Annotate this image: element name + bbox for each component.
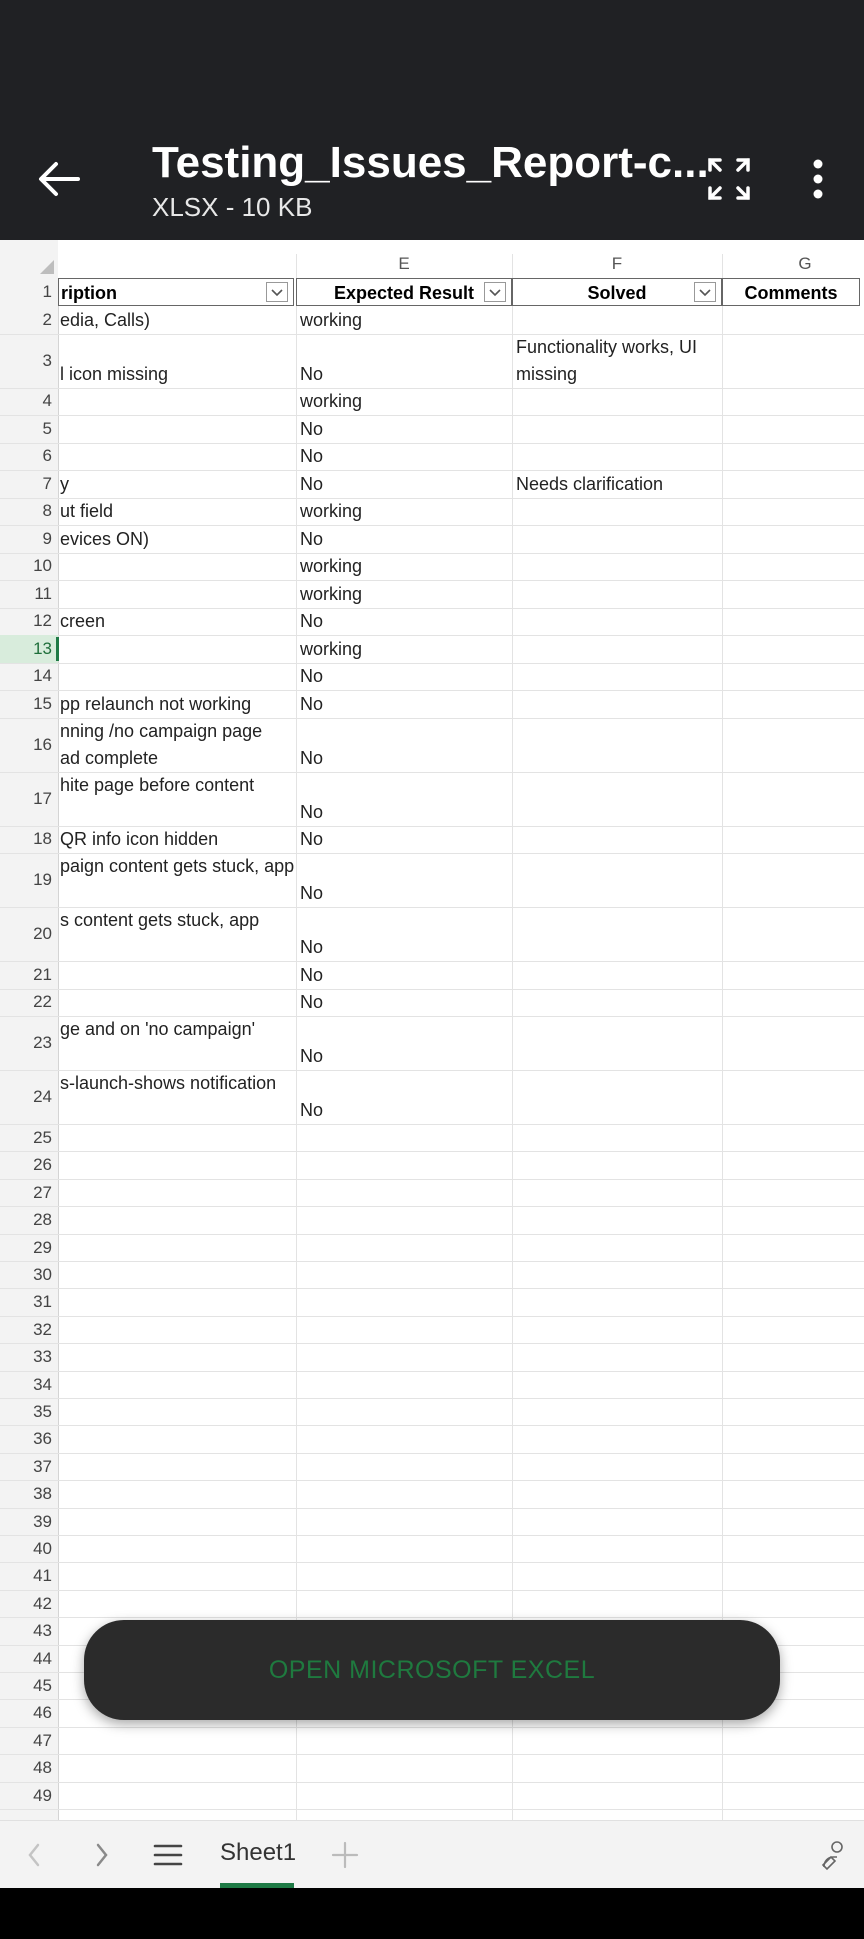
row-divider bbox=[0, 388, 864, 389]
row-number[interactable]: 24 bbox=[33, 1087, 52, 1106]
row-number[interactable]: 1 bbox=[42, 282, 52, 301]
row-number[interactable]: 17 bbox=[33, 788, 52, 808]
row-divider bbox=[0, 663, 864, 664]
row-number[interactable]: 22 bbox=[33, 992, 52, 1012]
row-number[interactable]: 18 bbox=[33, 829, 52, 849]
cell-expected-result[interactable]: No bbox=[300, 747, 324, 768]
row-number[interactable]: 4 bbox=[42, 391, 52, 411]
column-header-e[interactable]: E bbox=[398, 254, 410, 273]
filter-dropdown-icon[interactable] bbox=[266, 282, 288, 302]
row-divider bbox=[0, 1070, 864, 1071]
cell-expected-result[interactable]: No bbox=[300, 992, 324, 1012]
row-number[interactable]: 23 bbox=[33, 1033, 52, 1052]
row-divider bbox=[0, 580, 864, 581]
column-divider bbox=[722, 254, 723, 1820]
row-number[interactable]: 30 bbox=[33, 1265, 52, 1284]
cell-description[interactable]: nning /no campaign page bbox=[60, 720, 263, 741]
row-number[interactable]: 47 bbox=[33, 1730, 52, 1750]
feedback-icon[interactable] bbox=[818, 1835, 848, 1875]
cell-expected-result[interactable]: No bbox=[300, 528, 324, 549]
cell-description[interactable]: ge and on 'no campaign' bbox=[60, 1019, 256, 1039]
row-number[interactable]: 41 bbox=[33, 1566, 52, 1586]
cell-expected-result[interactable]: working bbox=[300, 583, 363, 604]
row-divider bbox=[0, 1782, 864, 1783]
row-number[interactable]: 20 bbox=[33, 924, 52, 943]
cell-description[interactable]: creen bbox=[60, 611, 106, 631]
cell-expected-result[interactable]: No bbox=[300, 363, 324, 384]
cell-description[interactable]: s content gets stuck, app bbox=[60, 910, 260, 930]
active-cell-cursor bbox=[56, 637, 59, 661]
row-divider bbox=[0, 1234, 864, 1235]
row-number[interactable]: 5 bbox=[42, 418, 52, 438]
app-bar bbox=[0, 118, 864, 240]
cell-description[interactable]: y bbox=[60, 473, 69, 494]
row-divider bbox=[0, 826, 864, 827]
header-cell-description[interactable]: ription bbox=[58, 278, 294, 306]
row-divider bbox=[0, 961, 864, 962]
cell-expected-result[interactable]: No bbox=[300, 801, 324, 822]
row-number[interactable]: 3 bbox=[42, 350, 52, 370]
document-subtitle: XLSX - 10 KB bbox=[152, 192, 313, 222]
row-divider bbox=[0, 415, 864, 416]
system-navigation-bar bbox=[0, 1888, 864, 1939]
column-header-f[interactable]: F bbox=[611, 254, 623, 273]
row-number[interactable]: 31 bbox=[33, 1292, 52, 1312]
tab-sheet1[interactable] bbox=[220, 1821, 297, 1889]
cell-expected-result[interactable]: No bbox=[300, 473, 324, 494]
row-divider bbox=[0, 1535, 864, 1536]
row-divider bbox=[0, 1016, 864, 1017]
row-number[interactable]: 7 bbox=[42, 473, 52, 493]
column-divider bbox=[512, 254, 513, 1820]
cell-expected-result[interactable]: No bbox=[300, 666, 324, 686]
cell-expected-result[interactable]: No bbox=[300, 418, 324, 439]
row-number[interactable]: 49 bbox=[33, 1785, 52, 1805]
cell-solved[interactable]: Needs clarification bbox=[516, 473, 664, 494]
row-divider bbox=[0, 1480, 864, 1481]
cell-description[interactable]: pp relaunch not working bbox=[60, 693, 252, 714]
row-number[interactable]: 36 bbox=[33, 1429, 52, 1449]
row-number[interactable]: 42 bbox=[33, 1593, 52, 1613]
row-divider bbox=[0, 718, 864, 719]
row-number[interactable]: 16 bbox=[33, 734, 52, 754]
open-excel-button[interactable] bbox=[84, 1620, 780, 1720]
select-all-corner[interactable] bbox=[0, 240, 58, 278]
cell-description[interactable]: evices ON) bbox=[60, 528, 150, 549]
row-number[interactable]: 12 bbox=[33, 611, 52, 631]
fullscreen-icon[interactable] bbox=[706, 156, 752, 202]
row-number[interactable]: 2 bbox=[42, 309, 52, 329]
row-number[interactable]: 32 bbox=[33, 1319, 52, 1339]
row-number[interactable]: 15 bbox=[33, 693, 52, 713]
cell-description[interactable]: paign content gets stuck, app bbox=[60, 856, 295, 876]
cell-description[interactable]: edia, Calls) bbox=[60, 309, 151, 330]
row-divider bbox=[0, 1398, 864, 1399]
row-divider bbox=[0, 498, 864, 499]
spreadsheet-grid[interactable] bbox=[0, 240, 864, 1820]
cell-description[interactable]: hite page before content bbox=[60, 774, 255, 795]
plus-icon[interactable] bbox=[330, 1835, 360, 1875]
row-divider bbox=[0, 907, 864, 908]
row-divider bbox=[0, 772, 864, 773]
row-number[interactable]: 38 bbox=[33, 1484, 52, 1504]
chevron-right-icon[interactable] bbox=[90, 1835, 114, 1875]
cell-description[interactable]: QR info icon hidden bbox=[60, 829, 219, 849]
chevron-left-icon[interactable] bbox=[22, 1835, 46, 1875]
row-divider bbox=[0, 1179, 864, 1180]
row-number[interactable]: 34 bbox=[33, 1374, 52, 1394]
row-divider bbox=[0, 1288, 864, 1289]
row-number[interactable]: 19 bbox=[33, 870, 52, 889]
row-number[interactable]: 27 bbox=[33, 1182, 52, 1202]
row-number[interactable]: 33 bbox=[33, 1347, 52, 1367]
row-number[interactable]: 9 bbox=[42, 528, 52, 548]
more-vertical-icon[interactable] bbox=[800, 156, 836, 202]
row-divider bbox=[0, 853, 864, 854]
row-divider bbox=[0, 1562, 864, 1563]
document-title: Testing_Issues_Report-c... bbox=[152, 138, 709, 187]
cell-expected-result[interactable]: No bbox=[300, 1100, 324, 1120]
row-divider bbox=[0, 443, 864, 444]
header-cell-comments[interactable]: Comments bbox=[722, 278, 860, 306]
row-divider bbox=[0, 1754, 864, 1755]
hamburger-menu-icon[interactable] bbox=[152, 1835, 184, 1875]
filter-dropdown-icon[interactable] bbox=[484, 282, 506, 302]
cell-expected-result[interactable]: No bbox=[300, 964, 324, 985]
row-divider bbox=[0, 1425, 864, 1426]
row-number[interactable]: 45 bbox=[33, 1676, 52, 1695]
cell-expected-result[interactable]: No bbox=[300, 937, 324, 957]
cell-solved[interactable]: Functionality works, UI bbox=[516, 336, 698, 357]
row-number[interactable]: 46 bbox=[33, 1703, 52, 1723]
row-number[interactable]: 14 bbox=[33, 666, 52, 686]
cell-description[interactable]: l icon missing bbox=[60, 363, 169, 384]
row-number[interactable]: 44 bbox=[33, 1648, 52, 1668]
row-divider bbox=[0, 334, 864, 335]
row-divider bbox=[0, 635, 864, 636]
row-number[interactable]: 35 bbox=[33, 1402, 52, 1421]
row-number[interactable]: 28 bbox=[33, 1210, 52, 1230]
cell-solved[interactable]: missing bbox=[516, 363, 578, 384]
header-cell-solved[interactable]: Solved bbox=[512, 278, 722, 306]
cell-expected-result[interactable]: No bbox=[300, 446, 324, 466]
cell-expected-result[interactable]: No bbox=[300, 611, 324, 631]
cell-description[interactable]: ad complete bbox=[60, 747, 159, 768]
row-divider bbox=[0, 690, 864, 691]
row-number[interactable]: 29 bbox=[33, 1237, 52, 1257]
column-header-g[interactable]: G bbox=[798, 254, 812, 273]
row-divider bbox=[0, 1316, 864, 1317]
filter-dropdown-icon[interactable] bbox=[694, 282, 716, 302]
cell-expected-result[interactable]: working bbox=[300, 391, 363, 411]
row-number[interactable]: 13 bbox=[33, 638, 52, 658]
row-divider bbox=[0, 1261, 864, 1262]
row-divider bbox=[0, 1727, 864, 1728]
row-divider bbox=[0, 1809, 864, 1810]
row-number[interactable]: 6 bbox=[42, 446, 52, 466]
cell-expected-result[interactable]: working bbox=[300, 501, 363, 521]
cell-expected-result[interactable]: No bbox=[300, 1046, 324, 1066]
row-number[interactable]: 21 bbox=[33, 964, 52, 984]
row-number[interactable]: 43 bbox=[33, 1621, 52, 1641]
row-divider bbox=[0, 1617, 864, 1618]
row-divider bbox=[0, 989, 864, 990]
sheet-tab-bar bbox=[0, 1820, 864, 1889]
cell-expected-result[interactable]: working bbox=[300, 309, 363, 330]
row-divider bbox=[0, 1151, 864, 1152]
cell-expected-result[interactable]: working bbox=[300, 556, 363, 576]
back-arrow-icon[interactable] bbox=[34, 156, 84, 202]
row-number[interactable]: 37 bbox=[33, 1456, 52, 1476]
row-number[interactable]: 40 bbox=[33, 1539, 52, 1558]
row-number[interactable]: 48 bbox=[33, 1758, 52, 1778]
row-number[interactable]: 25 bbox=[33, 1128, 52, 1147]
row-divider bbox=[0, 1343, 864, 1344]
row-number[interactable]: 11 bbox=[34, 583, 52, 603]
row-divider bbox=[0, 1453, 864, 1454]
row-divider bbox=[0, 1206, 864, 1207]
cell-description[interactable]: ut field bbox=[60, 501, 114, 521]
row-divider bbox=[0, 553, 864, 554]
cell-expected-result[interactable]: No bbox=[300, 883, 324, 903]
sheet-tab-label: Sheet1 bbox=[220, 1839, 297, 1866]
row-divider bbox=[0, 1124, 864, 1125]
open-excel-label: OPEN MICROSOFT EXCEL bbox=[268, 1656, 596, 1684]
row-divider bbox=[0, 1590, 864, 1591]
cell-description[interactable]: s-launch-shows notification bbox=[60, 1073, 277, 1093]
cell-expected-result[interactable]: No bbox=[300, 693, 324, 714]
row-number[interactable]: 8 bbox=[42, 501, 52, 521]
cell-expected-result[interactable]: working bbox=[300, 638, 363, 659]
row-number[interactable]: 26 bbox=[33, 1155, 52, 1175]
row-divider bbox=[0, 1371, 864, 1372]
row-divider bbox=[0, 525, 864, 526]
row-divider bbox=[0, 1508, 864, 1509]
row-number[interactable]: 39 bbox=[33, 1511, 52, 1531]
header-cell-expected-result[interactable]: Expected Result bbox=[296, 278, 512, 306]
cell-expected-result[interactable]: No bbox=[300, 829, 324, 849]
status-bar bbox=[0, 0, 864, 118]
row-divider bbox=[0, 470, 864, 471]
row-divider bbox=[0, 608, 864, 609]
row-number[interactable]: 10 bbox=[33, 556, 52, 576]
column-divider bbox=[296, 254, 297, 1820]
